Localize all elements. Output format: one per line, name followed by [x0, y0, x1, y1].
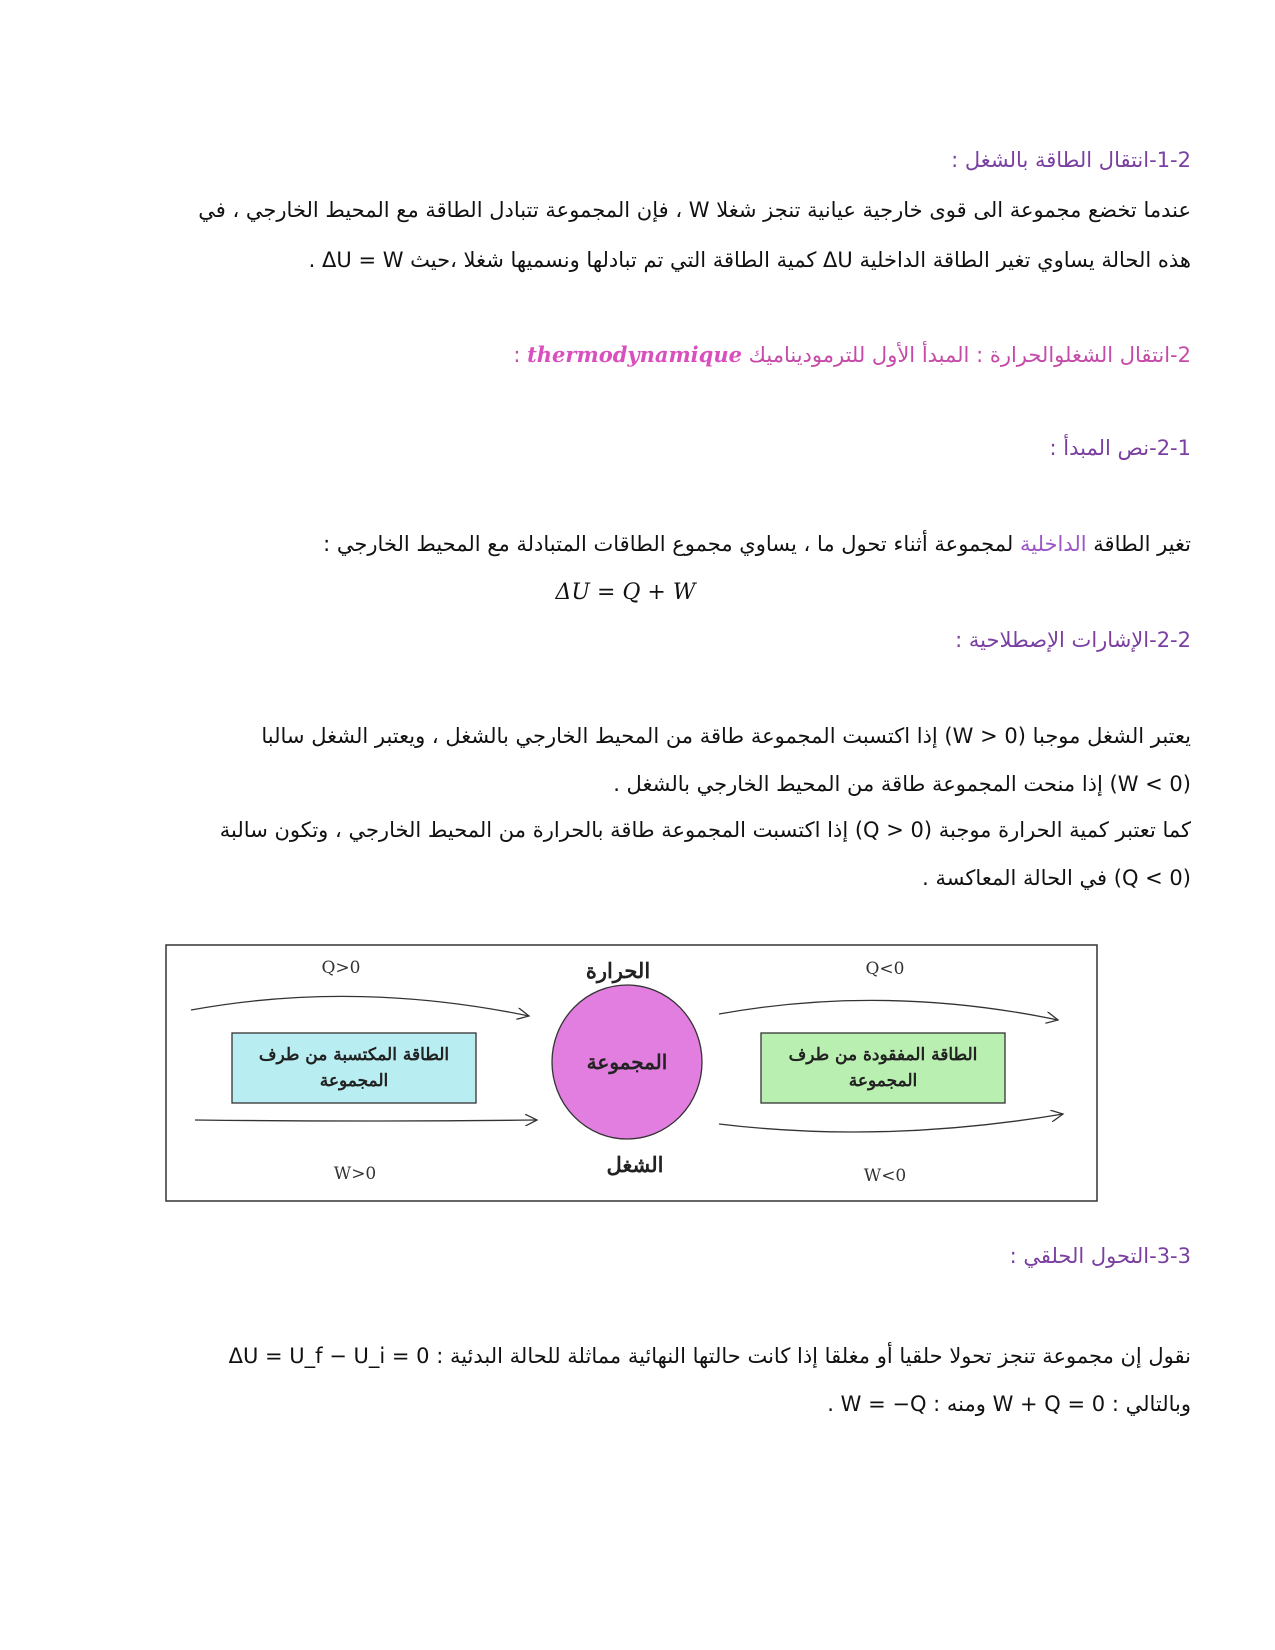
paragraph-principle-statement: [84, 530, 1191, 558]
heading-sign-conventions: 2-2-الإشارات الإصطلاحية :: [955, 628, 1191, 652]
heading-first-principle-term: thermodynamique: [527, 342, 742, 367]
box-energy-gained: [232, 1033, 476, 1103]
box-energy-lost-line-1: الطاقة المفقودة من طرف: [788, 1045, 978, 1065]
heading-first-principle: [84, 341, 1191, 369]
label-q-negative: Q<0: [865, 959, 905, 979]
paragraph-work-line-2: هذه الحالة يساوي تغير الطاقة الداخلية ΔU كمية الطاقة التي تم تبادلها ونسميها شغلا ،حيث ΔU = W .: [308, 248, 1191, 272]
statement-part-2: لمجموعة أثناء تحول ما ، يساوي مجموع الطاقات المتبادلة مع المحيط الخارجي :: [323, 532, 1020, 556]
paragraph-signs-line-1: يعتبر الشغل موجبا (W > 0) إذا اكتسبت المجموعة طاقة من المحيط الخارجي بالشغل ، ويعتبر الشغل سالبا: [261, 724, 1191, 748]
paragraph-work-line-1: عندما تخضع مجموعة الى قوى خارجية عيانية تنجز شغلا W ، فإن المجموعة تتبادل الطاقة مع المحيط الخارجي ، في: [198, 198, 1191, 222]
statement-highlight: الداخلية: [1019, 532, 1087, 556]
label-heat: الحرارة: [585, 958, 651, 983]
statement-part-1: تغير الطاقة: [1086, 532, 1191, 556]
energy-exchange-diagram: [165, 944, 1098, 1202]
box-energy-lost-line-2: المجموعة: [848, 1071, 918, 1091]
heading-first-principle-text: 2-انتقال الشغلوالحرارة : المبدأ الأول للترموديناميك: [748, 343, 1191, 367]
heading-first-principle-colon: :: [513, 343, 521, 367]
paragraph-signs-line-2: (W < 0) إذا منحت المجموعة طاقة من المحيط الخارجي بالشغل .: [613, 772, 1191, 796]
paragraph-cyclic-line-1: نقول إن مجموعة تنجز تحولا حلقيا أو مغلقا إذا كانت حالتها النهائية مماثلة للحالة البدئية : ΔU = U_f − U_i = 0: [228, 1344, 1191, 1368]
heading-principle-statement: 2-1-نص المبدأ :: [1049, 436, 1191, 460]
paragraph-cyclic-line-2: وبالتالي : W + Q = 0 ومنه : W = −Q .: [827, 1392, 1191, 1416]
heading-energy-transfer-by-work: 1-2-انتقال الطاقة بالشغل :: [951, 148, 1191, 172]
first-law-equation: ΔU = Q + W: [555, 580, 696, 605]
heading-cyclic-transformation: 3-3-التحول الحلقي :: [1009, 1244, 1191, 1268]
label-w-positive: W>0: [333, 1164, 377, 1184]
box-energy-gained-line-1: الطاقة المكتسبة من طرف: [258, 1045, 450, 1065]
label-work: الشغل: [606, 1152, 664, 1177]
label-w-negative: W<0: [863, 1166, 907, 1186]
box-energy-gained-line-2: المجموعة: [319, 1071, 389, 1091]
label-q-positive: Q>0: [321, 958, 361, 978]
paragraph-signs-line-3: كما تعتبر كمية الحرارة موجبة (Q > 0) إذا اكتسبت المجموعة طاقة بالحرارة من المحيط الخارجي ، وتكون سالبة: [219, 818, 1191, 842]
box-energy-lost: [761, 1033, 1005, 1103]
label-system: المجموعة: [586, 1050, 668, 1074]
paragraph-signs-line-4: (Q < 0) في الحالة المعاكسة .: [922, 866, 1191, 890]
